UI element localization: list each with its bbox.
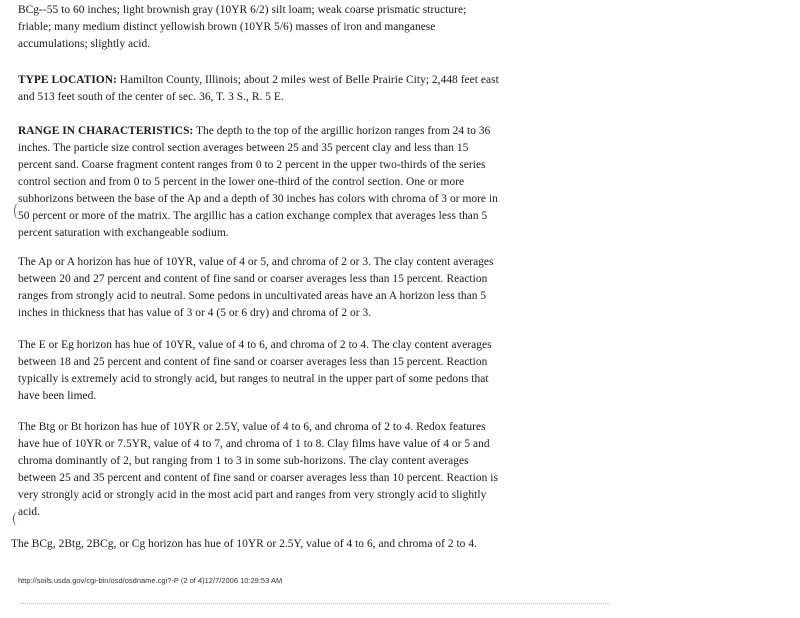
ap-line-3: ranges from strongly acid to neutral. Some pedons in uncultivated areas have an A horizon less than 5: [18, 290, 487, 302]
range-line-2: inches. The particle size control section averages between 25 and 35 percent clay and less than 15: [18, 142, 469, 154]
ap-line-1: The Ap or A horizon has hue of 10YR, value of 4 or 5, and chroma of 2 or 3. The clay content averages: [18, 256, 494, 268]
bt-line-6: acid.: [18, 506, 41, 518]
bt-line-3: chroma dominantly of 2, but ranging from 1 to 3 in some sub-horizons. The clay content averages: [18, 455, 469, 467]
bt-line-5: very strongly acid or strongly acid in the most acid part and ranges from very strongly acid to slightly: [18, 489, 487, 501]
range-line-1: [18, 123, 586, 140]
e-line-2: between 18 and 25 percent and content of fine sand or coarser averages less than 15 percent. Reaction: [18, 356, 488, 368]
scan-artifact-mark: [13, 512, 22, 526]
e-line-3: typically is extremely acid to strongly acid, but ranges to neutral in the upper part of some pedons that: [18, 373, 489, 385]
type-location-line-1: [18, 72, 586, 89]
range-heading: RANGE IN CHARACTERISTICS:: [18, 125, 194, 137]
bt-line-1: The Btg or Bt horizon has hue of 10YR or 2.5Y, value of 4 to 6, and chroma of 2 to 4. Redox features: [18, 421, 486, 433]
bt-line-4: between 25 and 35 percent and content of fine sand or coarser averages less than 10 percent. Reaction is: [18, 472, 498, 484]
bt-horizon-paragraph: [18, 419, 586, 521]
range-line-7: percent saturation with exchangeable sodium.: [18, 227, 229, 239]
bcg-horizon-paragraph: [18, 2, 586, 53]
type-location-paragraph: [18, 72, 586, 106]
ap-horizon-paragraph: [18, 254, 586, 322]
bcg-line-3: accumulations; slightly acid.: [18, 38, 151, 50]
range-first-line: The depth to the top of the argillic horizon ranges from 24 to 36: [193, 125, 491, 137]
type-location-line-2: and 513 feet south of the center of sec. 36, T. 3 S., R. 5 E.: [18, 91, 284, 103]
type-location-first-line: Hamilton County, Illinois; about 2 miles west of Belle Prairie City; 2,448 feet east: [116, 74, 499, 86]
range-in-characteristics-paragraph: [18, 123, 586, 242]
scan-artifact-mark: [14, 203, 23, 219]
range-line-4: control section and from 0 to 5 percent in the lower one-third of the control section. One or more: [18, 176, 465, 188]
bt-line-2: have hue of 10YR or 7.5YR, value of 4 to 7, and chroma of 1 to 8. Clay films have value of 4 or 5 and: [18, 438, 490, 450]
bcg-2btg-horizon-paragraph: [11, 536, 579, 553]
e-horizon-paragraph: [18, 337, 586, 405]
ap-line-4: inches in thickness that has value of 3 or 4 (5 or 6 dry) and chroma of 2 or 3.: [18, 307, 372, 319]
scan-bottom-edge: [20, 603, 610, 606]
type-location-heading: TYPE LOCATION:: [18, 74, 117, 86]
e-line-4: have been limed.: [18, 390, 97, 402]
range-line-6: 50 percent or more of the matrix. The argillic has a cation exchange complex that averages less than 5: [18, 210, 488, 222]
range-line-5: subhorizons between the base of the Ap and a depth of 30 inches has colors with chroma of 3 or more in: [18, 193, 498, 205]
bcg-line-2: friable; many medium distinct yellowish brown (10YR 5/6) masses of iron and manganese: [18, 21, 436, 33]
ap-line-2: between 20 and 27 percent and content of fine sand or coarser averages less than 15 percent. Reaction: [18, 273, 488, 285]
bcg2-line-1: The BCg, 2Btg, 2BCg, or Cg horizon has hue of 10YR or 2.5Y, value of 4 to 6, and chroma of 2 to 4.: [11, 538, 477, 550]
range-line-3: percent sand. Coarse fragment content ranges from 0 to 2 percent in the upper two-thirds of the series: [18, 159, 486, 171]
e-line-1: The E or Eg horizon has hue of 10YR, value of 4 to 6, and chroma of 2 to 4. The clay content averages: [18, 339, 492, 351]
page-footer-url: http://soils.usda.gov/cgi-bin/osd/osdname.cgi?-P (2 of 4)12/7/2006 10:29:53 AM: [18, 576, 283, 585]
bcg-line-1: BCg--55 to 60 inches; light brownish gray (10YR 6/2) silt loam; weak coarse prismatic structure;: [18, 4, 467, 16]
